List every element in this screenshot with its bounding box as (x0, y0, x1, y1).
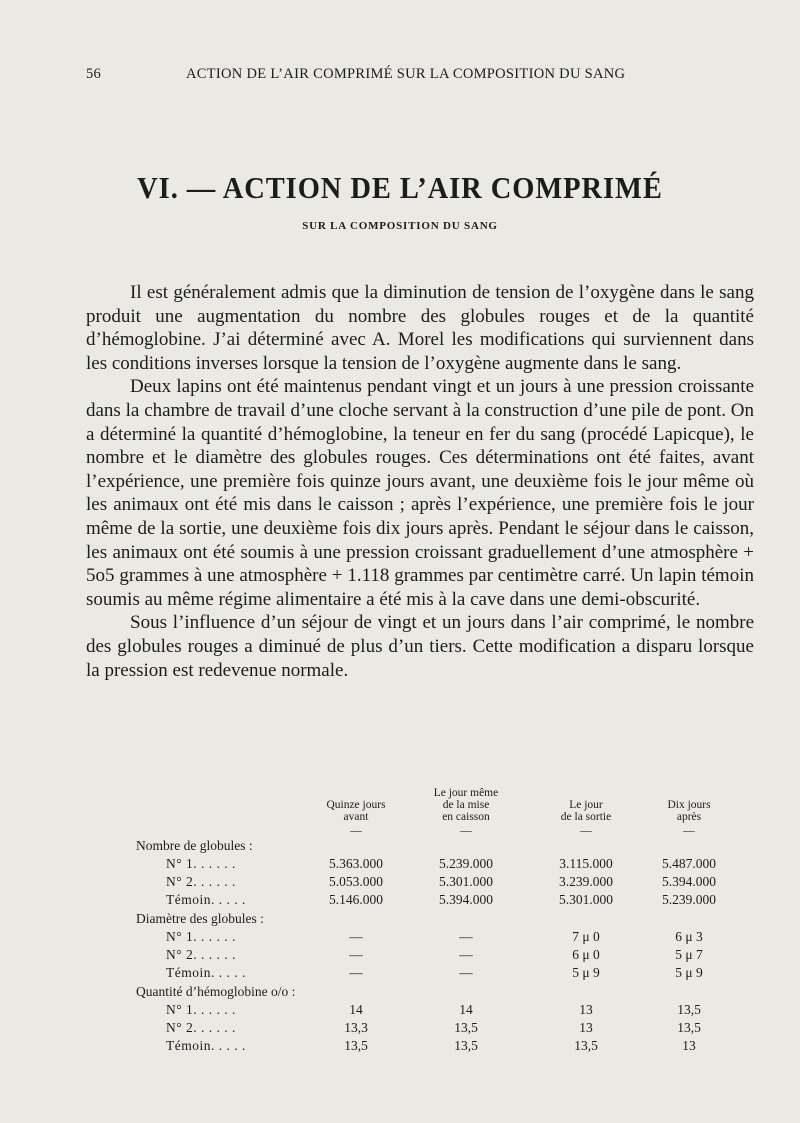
column-header-line: Dix jours (667, 799, 711, 811)
table-cell: 13,5 (454, 1038, 478, 1053)
table-cell: 5.363.000 (329, 856, 383, 871)
table-cell: 5.239.000 (439, 856, 493, 871)
paragraph: Il est généralement admis que la diminution de tension de l’oxygène dans le sang produit une augmentation du nombre des globules rouges et de la quantité d’hémoglobine. J’ai déterminé avec A. Morel les modifications qui surviennent dans les conditions inverses lorsque la tension de l’oxygène augmente dans le sang. (86, 282, 754, 374)
running-title: ACTION DE L’AIR COMPRIMÉ SUR LA COMPOSITION DU SANG (186, 66, 626, 82)
table-cell: 14 (349, 1002, 363, 1017)
column-header (411, 787, 521, 837)
table-cell: 5 μ 9 (675, 965, 703, 980)
column-header (301, 799, 411, 837)
column-header-line: en caisson (442, 811, 490, 823)
table-cell: 5.487.000 (662, 856, 716, 871)
table-cell: 13,3 (344, 1020, 368, 1035)
column-header-line: après (676, 811, 702, 823)
table-cell: 6 μ 3 (675, 929, 703, 944)
row-label: N° 2. . . . . . (166, 874, 236, 889)
column-header-line: Quinze jours (326, 799, 386, 811)
table-section-title: Nombre de globules : (136, 838, 253, 853)
table-cell: 5.394.000 (662, 874, 716, 889)
column-header-line: de la sortie (560, 811, 612, 823)
table-cell: 3.115.000 (559, 856, 613, 871)
chapter-subtitle: SUR LA COMPOSITION DU SANG (302, 220, 498, 232)
row-label: Témoin. . . . . (166, 892, 246, 907)
table-cell: 13,5 (677, 1002, 701, 1017)
body-text (86, 281, 754, 682)
row-label: Témoin. . . . . (166, 1038, 246, 1053)
row-label: N° 2. . . . . . (166, 1020, 236, 1035)
table-cell: — (349, 965, 363, 980)
table-cell: 5.146.000 (329, 892, 383, 907)
column-header-line: de la mise (442, 799, 490, 811)
column-rule: — (580, 825, 592, 837)
table-cell: 5 μ 7 (675, 947, 703, 962)
row-label: N° 1. . . . . . (166, 856, 236, 871)
table-cell: 5.301.000 (559, 892, 613, 907)
table-section-title: Quantité d’hémoglobine o/o : (136, 984, 296, 999)
column-rule: — (683, 825, 695, 837)
table-cell: 13,5 (454, 1020, 478, 1035)
column-rule: — (350, 825, 362, 837)
table-cell: — (459, 929, 473, 944)
paragraph: Sous l’influence d’un séjour de vingt et un jours dans l’air comprimé, le nombre des globules rouges a diminué de plus d’un tiers. Cette modification a disparu lorsque la pression est redevenue normale. (86, 612, 754, 681)
table-cell: 13,5 (344, 1038, 368, 1053)
table-cell: — (349, 929, 363, 944)
running-header (86, 66, 756, 88)
table-cell: 5.053.000 (329, 874, 383, 889)
column-header (531, 799, 641, 837)
chapter-title: VI. — ACTION DE L’AIR COMPRIMÉ (137, 170, 663, 205)
table-section-title: Diamètre des globules : (136, 911, 264, 926)
page-number: 56 (86, 66, 102, 82)
column-header (634, 799, 744, 837)
table-cell: 7 μ 0 (572, 929, 600, 944)
table-cell: 13 (579, 1002, 593, 1017)
table-cell: 3.239.000 (559, 874, 613, 889)
data-table (86, 784, 756, 1054)
table-cell: 5.394.000 (439, 892, 493, 907)
column-header-line: Le jour même (433, 787, 499, 799)
table-cell: 13 (682, 1038, 696, 1053)
row-label: N° 1. . . . . . (166, 929, 236, 944)
table-cell: — (459, 965, 473, 980)
column-header-line: Le jour (569, 799, 603, 811)
table-cell: 14 (459, 1002, 473, 1017)
row-label: N° 2. . . . . . (166, 947, 236, 962)
table-cell: 5.301.000 (439, 874, 493, 889)
table-cell: — (459, 947, 473, 962)
column-rule: — (460, 825, 472, 837)
table-cell: 13 (579, 1020, 593, 1035)
column-header-line: avant (343, 811, 369, 823)
table-cell: 13,5 (574, 1038, 598, 1053)
table-cell: 5.239.000 (662, 892, 716, 907)
row-label: N° 1. . . . . . (166, 1002, 236, 1017)
table-cell: — (349, 947, 363, 962)
table-cell: 13,5 (677, 1020, 701, 1035)
row-label: Témoin. . . . . (166, 965, 246, 980)
paragraph: Deux lapins ont été maintenus pendant vingt et un jours à une pression croissante dans la chambre de travail d’une cloche servant à la construction d’une pile de pont. On a déterminé la quantité d’hémoglobine, la teneur en fer du sang (procédé Lapicque), le nombre et le diamètre des globules rouges. Ces déterminations ont été faites, avant l’expérience, une première fois quinze jours avant, une deuxième fois le jour même où les animaux ont été mis dans le caisson ; après l’expérience, une première fois le jour même de la sortie, une deuxième fois dix jours après. Pendant le séjour dans le caisson, les animaux ont été soumis à une pression croissant graduellement d’une atmosphère + 5o5 grammes à une atmosphère + 1.118 grammes par centimètre carré. Un lapin témoin soumis au même régime alimentaire a été mis à la cave dans une demi-obscurité. (86, 376, 754, 610)
table-cell: 5 μ 9 (572, 965, 600, 980)
table-cell: 6 μ 0 (572, 947, 600, 962)
